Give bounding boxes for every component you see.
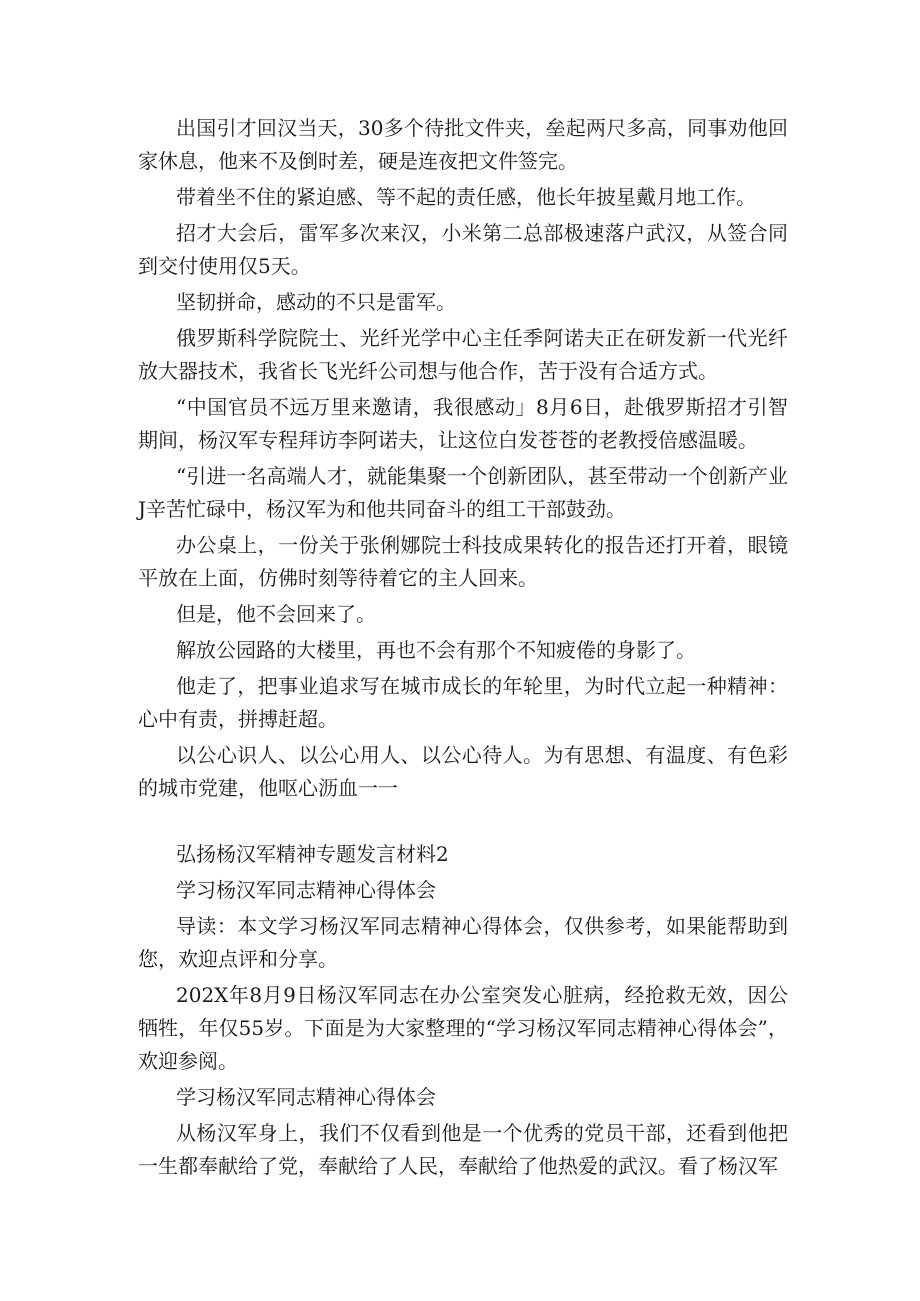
paragraph: 以公心识人、以公心用人、以公心待人。为有思想、有温度、有色彩的城市党建，他呕心沥血一一 (138, 743, 788, 800)
section-gap (138, 808, 788, 838)
section-title: 弘扬杨汉军精神专题发言材料2 (176, 842, 449, 866)
paragraph: 202X年8月9日杨汉军同志在办公室突发心脏病，经抢救无效，因公牺牲，年仅55岁。下面是为大家整理的“学习杨汉军同志精神心得体会”，欢迎参阅。 (138, 983, 788, 1073)
paragraph: 从杨汉军身上，我们不仅看到他是一个优秀的党员干部，还看到他把一生都奉献给了党，奉献给了人民，奉献给了他热爱的武汉。看了杨汉军 (138, 1121, 788, 1178)
article-title: 学习杨汉军同志精神心得体会 (176, 1085, 436, 1109)
paragraph: 他走了，把事业追求写在城市成长的年轮里，为时代立起一种精神：心中有责，拼搏赶超。 (138, 674, 788, 731)
paragraph: 办公桌上，一份关于张俐娜院士科技成果转化的报告还打开着，眼镜平放在上面，仿佛时刻等待着它的主人回来。 (138, 533, 788, 590)
paragraph: 坚韧拼命，感动的不只是雷军。 (176, 290, 456, 314)
paragraph: 出国引才回汉当天，30多个待批文件夹，垒起两尺多高，同事劝他回家休息，他来不及倒时差，硬是连夜把文件签完。 (138, 116, 788, 173)
paragraph: 导读：本文学习杨汉军同志精神心得体会，仅供参考，如果能帮助到您，欢迎点评和分享。 (138, 914, 788, 971)
paragraph: “引进一名高端人才，就能集聚一个创新团队，甚至带动一个创新产业J辛苦忙碌中，杨汉军为和他共同奋斗的组工干部鼓劲。 (138, 464, 788, 521)
paragraph: 俄罗斯科学院院士、光纤光学中心主任季阿诺夫正在研发新一代光纤放大器技术，我省长飞光纤公司想与他合作，苦于没有合适方式。 (138, 326, 788, 383)
paragraph: 招才大会后，雷军多次来汉，小米第二总部极速落户武汉，从签合同到交付使用仅5天。 (138, 221, 788, 278)
article-title: 学习杨汉军同志精神心得体会 (176, 878, 436, 902)
paragraph: 但是，他不会回来了。 (176, 602, 376, 626)
paragraph: “中国官员不远万里来邀请，我很感动」8月6日，赴俄罗斯招才引智期间，杨汉军专程拜访李阿诺夫，让这位白发苍苍的老教授倍感温暖。 (138, 395, 788, 452)
document-body (138, 112, 788, 1186)
paragraph: 解放公园路的大楼里，再也不会有那个不知疲倦的身影了。 (176, 638, 696, 662)
paragraph: 带着坐不住的紧迫感、等不起的责任感，他长年披星戴月地工作。 (176, 185, 756, 209)
